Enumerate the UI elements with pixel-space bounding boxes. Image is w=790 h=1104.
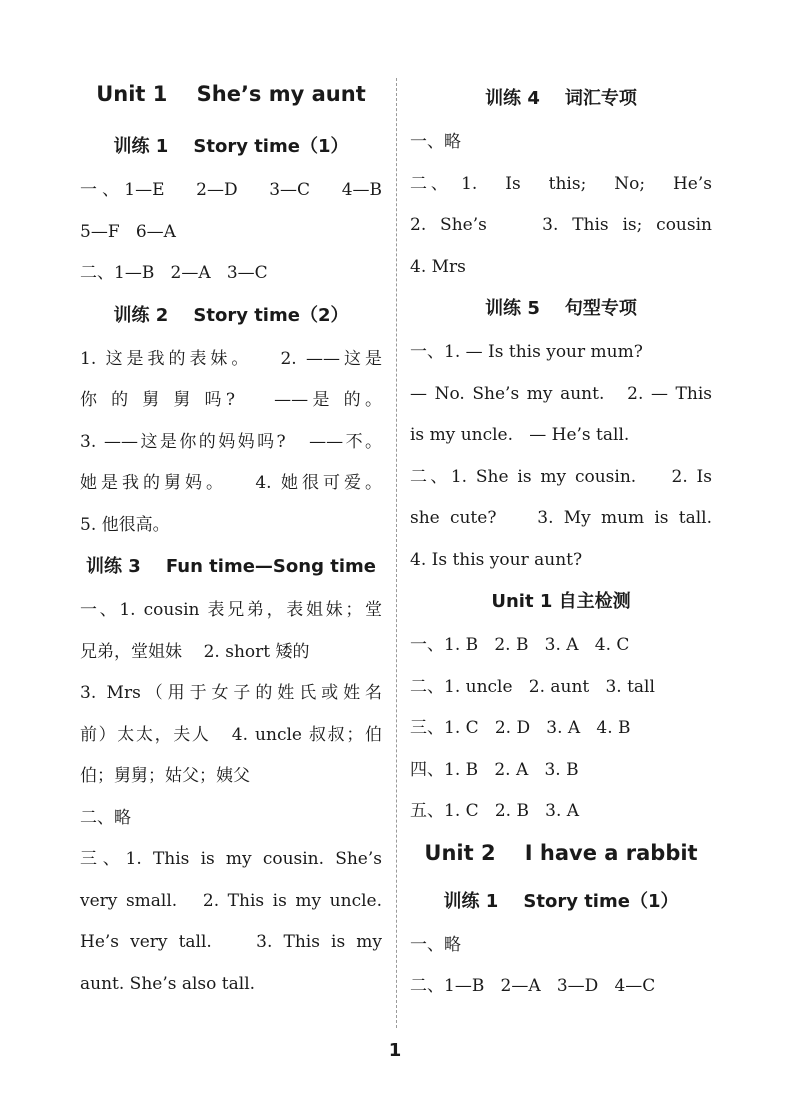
answer-line: 2. She’s 3. This is; cousin: [410, 215, 712, 235]
answer-line: is my uncle. — He’s tall.: [410, 425, 630, 445]
answer-line: aunt. She’s also tall.: [80, 973, 256, 994]
answer-line: 5. 他很高。: [80, 514, 170, 535]
answer-line: 二、1. uncle 2. aunt 3. tall: [410, 676, 655, 697]
training-2-title: 训练 2 Story time（2）: [113, 304, 349, 326]
answer-line: 3. ——这是你的妈妈吗? ——不。: [80, 431, 382, 452]
training-4-title: 训练 4 词汇专项: [485, 88, 637, 109]
unit-1-title: Unit 1 She’s my aunt: [96, 82, 366, 106]
unit-1-check-title: Unit 1 自主检测: [491, 591, 631, 612]
answer-line: 4. Mrs: [410, 256, 466, 277]
answer-line: 4. Is this your aunt?: [410, 549, 583, 570]
answer-line: 一、1. B 2. B 3. A 4. C: [410, 635, 630, 655]
unit-2-title: Unit 2 I have a rabbit: [424, 840, 698, 865]
answer-line: 1. 这是我的表妹。 2. ——这是: [80, 348, 382, 369]
answer-line: 一、略: [410, 132, 461, 152]
answer-line: 一、1—E 2—D 3—C 4—B: [80, 180, 382, 200]
answer-line: 伯；舅舅；姑父；姨父: [80, 766, 250, 786]
page-number: 1: [388, 1040, 402, 1061]
answer-line: 一、1. — Is this your mum?: [410, 342, 643, 362]
answer-line: 5—F 6—A: [80, 221, 176, 242]
answer-line: she cute? 3. My mum is tall.: [410, 508, 712, 528]
answer-line: 三、1. This is my cousin. She’s: [80, 849, 382, 869]
answer-line: 二、1. She is my cousin. 2. Is: [410, 466, 712, 487]
column-divider: [396, 78, 397, 1028]
answer-line: 她是我的舅妈。 4. 她很可爱。: [80, 473, 382, 493]
answer-line: 二、1—B 2—A 3—C: [80, 263, 268, 283]
right-column: [410, 70, 712, 1014]
answer-line: He’s very tall. 3. This is my: [80, 932, 382, 952]
answer-line: 二、1—B 2—A 3—D 4—C: [410, 976, 656, 996]
answer-line: very small. 2. This is my uncle.: [80, 890, 382, 911]
answer-line: 前）太太，夫人 4. uncle 叔叔；伯: [80, 724, 382, 745]
answer-line: 兄弟，堂姐妹 2. short 矮的: [80, 641, 310, 662]
answer-line: 五、1. C 2. B 3. A: [410, 801, 580, 821]
answer-line: 二、略: [80, 807, 131, 828]
answer-line: 四、1. B 2. A 3. B: [410, 759, 579, 780]
answer-line: 你 的 舅 舅 吗? ——是 的。: [80, 390, 382, 410]
answer-line: 一、1. cousin 表兄弟，表姐妹；堂: [80, 600, 382, 620]
answer-line: 三、1. C 2. D 3. A 4. B: [410, 718, 631, 738]
left-column: [80, 70, 382, 1011]
answer-line: 二、 1. Is this; No; He’s: [410, 173, 712, 194]
training-5-title: 训练 5 句型专项: [485, 298, 637, 319]
unit-2-training-1-title: 训练 1 Story time（1）: [443, 890, 679, 912]
answer-line: 3. Mrs（用于女子的姓氏或姓名: [80, 683, 382, 703]
training-3-title: 训练 3 Fun time—Song time: [86, 556, 376, 577]
training-1-title: 训练 1 Story time（1）: [113, 136, 349, 157]
answer-line: 一、略: [410, 934, 461, 955]
answer-line: — No. She’s my aunt. 2. — This: [410, 383, 712, 404]
